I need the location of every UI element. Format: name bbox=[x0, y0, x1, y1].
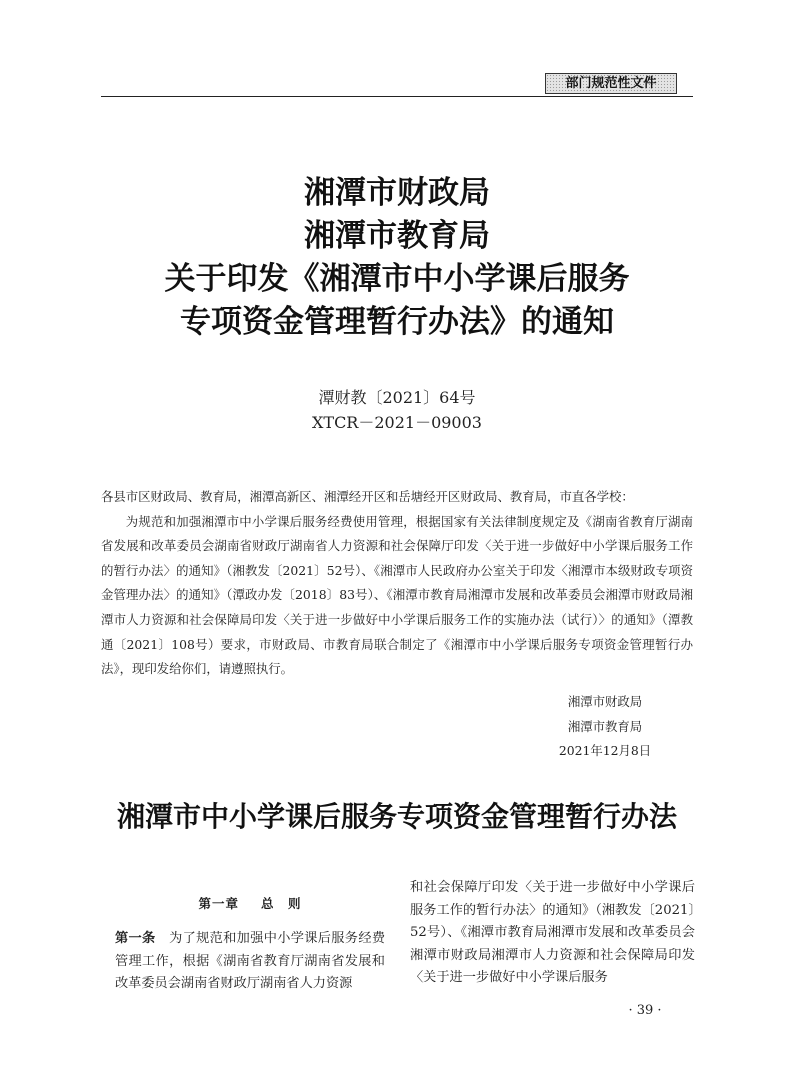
title-line-2: 湘潭市教育局 bbox=[304, 218, 490, 254]
notice-title bbox=[101, 172, 693, 344]
notice-paragraph: 为规范和加强湘潭市中小学课后服务经费使用管理，根据国家有关法律制度规定及《湖南省教育厅湖南省发展和改革委员会湖南省财政厅湖南省人力资源和社会保障厅印发〈关于进一步做好中小学课后服务工作的暂行办法〉的通知》（湘教发〔2021〕52号）、《湘潭市人民政府办公室关于印发〈湘潭市本级财政专项资金管理办法〉的通知》（潭政办发〔2018〕83号）、《湘潭市教育局湘潭市发展和改革委员会湘潭市财政局湘潭市人力资源和社会保障局印发〈关于进一步做好中小学课后服务工作的实施办法（试行）〉的通知》（潭教通〔2021〕108号）要求，市财政局、市教育局联合制定了《湘潭市中小学课后服务专项资金管理暂行办法》，现印发给你们，请遵照执行。 bbox=[101, 513, 693, 677]
issue-date: 2021年12月8日 bbox=[558, 743, 652, 759]
issuer-education-bureau: 湘潭市教育局 bbox=[567, 718, 643, 734]
title-line-4: 专项资金管理暂行办法》的通知 bbox=[180, 304, 614, 340]
body-column-left bbox=[115, 928, 385, 996]
regulation-title: 湘潭市中小学课后服务专项资金管理暂行办法 bbox=[116, 800, 677, 833]
document-number: 潭财教〔2021〕64号 bbox=[318, 388, 476, 407]
title-line-1: 湘潭市财政局 bbox=[304, 175, 490, 211]
title-line-3: 关于印发《湘潭市中小学课后服务 bbox=[164, 261, 630, 297]
body-column-right bbox=[410, 877, 695, 990]
chapter-name: 总 则 bbox=[261, 896, 302, 911]
header-rule bbox=[101, 96, 693, 97]
page-number: · 39 · bbox=[628, 1003, 662, 1018]
notice-body bbox=[101, 485, 693, 682]
article-text-left: 为了规范和加强中小学课后服务经费管理工作，根据《湖南省教育厅湖南省发展和改革委员会湖南省财政厅湖南省人力资源 bbox=[115, 931, 386, 991]
chapter-heading bbox=[115, 894, 385, 914]
salutation: 各县市区财政局、教育局，湘潭高新区、湘潭经开区和岳塘经开区财政局、教育局，市直各学校： bbox=[101, 489, 634, 504]
chapter-number: 第一章 bbox=[198, 896, 239, 911]
section-tag: 部门规范性文件 bbox=[545, 73, 677, 94]
document-code: XTCR－2021－09003 bbox=[312, 413, 482, 432]
issuer-finance-bureau: 湘潭市财政局 bbox=[567, 694, 643, 709]
article-text-right: 和社会保障厅印发〈关于进一步做好中小学课后服务工作的暂行办法〉的通知》（湘教发〔2021〕52号）、《湘潭市教育局湘潭市发展和改革委员会湘潭市财政局湘潭市人力资源和社会保障局印发〈关于进一步做好中小学课后服务 bbox=[410, 880, 695, 985]
article-label: 第一条 bbox=[115, 931, 156, 946]
signature-block bbox=[540, 690, 670, 764]
